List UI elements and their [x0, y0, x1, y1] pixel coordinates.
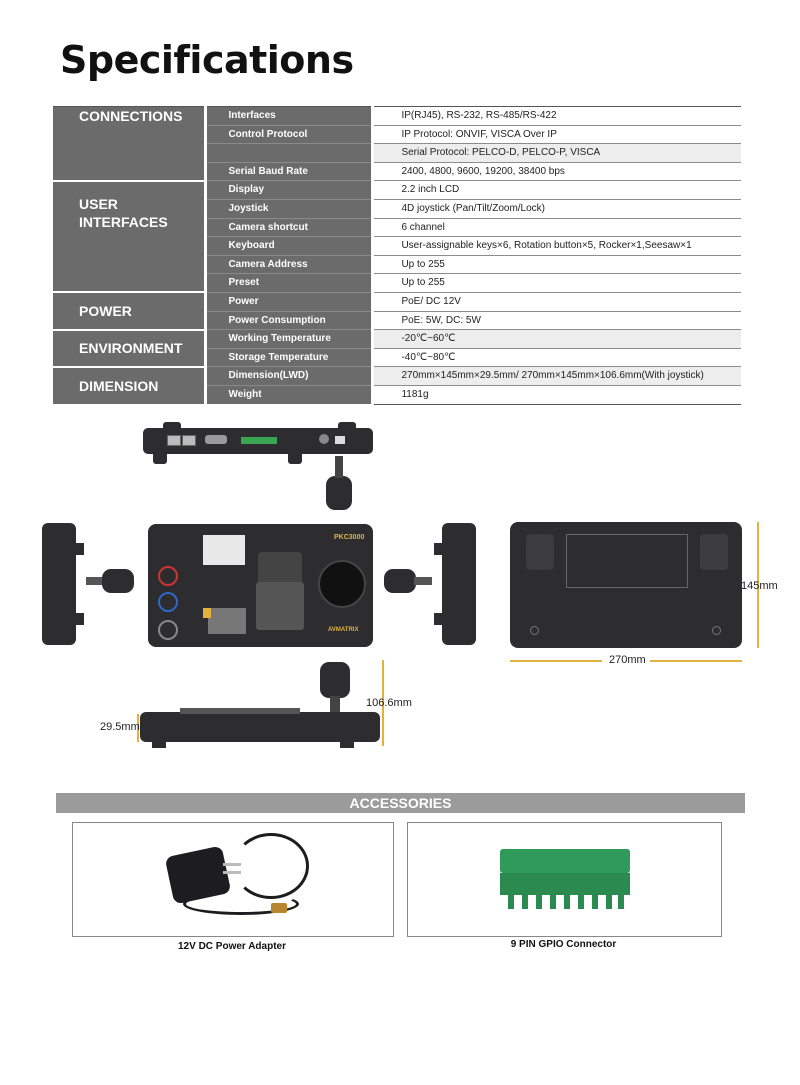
spec-label: Storage Temperature — [206, 348, 373, 367]
spec-label: Power — [206, 292, 373, 311]
spec-value: Up to 255 — [373, 274, 741, 293]
category-label: CONNECTIONS — [53, 107, 206, 181]
spec-label: Display — [206, 181, 373, 200]
category-label: POWER — [53, 292, 206, 329]
spec-value: -40℃~80℃ — [373, 348, 741, 367]
spec-label: Interfaces — [206, 107, 373, 126]
device-model-label: PKC3000 — [334, 534, 365, 541]
table-row — [53, 181, 741, 200]
accessory-caption: 9 PIN GPIO Connector — [510, 939, 617, 950]
device-front-side-view — [140, 660, 380, 755]
spec-label: Serial Baud Rate — [206, 162, 373, 181]
device-top-view — [148, 524, 373, 647]
height-dimension-label: 145mm — [741, 580, 778, 592]
spec-label: Camera Address — [206, 255, 373, 274]
spec-value: Serial Protocol: PELCO-D, PELCO-P, VISCA — [373, 144, 741, 163]
table-row — [53, 330, 741, 349]
accessory-card-gpio-connector — [407, 822, 722, 937]
spec-value: -20℃~60℃ — [373, 330, 741, 349]
table-row — [53, 292, 741, 311]
spec-value: User-assignable keys×6, Rotation button×5, Rocker×1,Seesaw×1 — [373, 237, 741, 256]
category-label: ENVIRONMENT — [53, 330, 206, 367]
accessories-heading: ACCESSORIES — [56, 793, 745, 813]
gpio-connector-image — [500, 849, 630, 909]
spec-value: 6 channel — [373, 218, 741, 237]
spec-label: Joystick — [206, 199, 373, 218]
spec-value: 2.2 inch LCD — [373, 181, 741, 200]
page-title: Specifications — [60, 38, 354, 82]
category-label — [53, 181, 206, 293]
spec-label: Camera shortcut — [206, 218, 373, 237]
spec-value: 1181g — [373, 385, 741, 404]
device-right-side-view — [384, 523, 478, 645]
device-rear-view — [143, 428, 373, 456]
spec-label: Control Protocol — [206, 125, 373, 144]
spec-value: IP(RJ45), RS-232, RS-485/RS-422 — [373, 107, 741, 126]
spec-table — [53, 106, 741, 405]
depth-dimension-label: 29.5mm — [100, 721, 140, 733]
spec-value: Up to 255 — [373, 255, 741, 274]
device-left-side-view — [40, 523, 134, 645]
accessory-caption: 12V DC Power Adapter — [178, 941, 286, 952]
category-label: DIMENSION — [53, 367, 206, 404]
spec-label — [206, 144, 373, 163]
spec-label: Dimension(LWD) — [206, 367, 373, 386]
spec-value: PoE/ DC 12V — [373, 292, 741, 311]
width-dimension-line-left — [510, 660, 602, 662]
spec-label: Working Temperature — [206, 330, 373, 349]
joystick-height-label: 106.6mm — [366, 697, 412, 709]
spec-value: 270mm×145mm×29.5mm/ 270mm×145mm×106.6mm(With joystick) — [373, 367, 741, 386]
width-dimension-line-right — [650, 660, 742, 662]
spec-label: Keyboard — [206, 237, 373, 256]
spec-label: Preset — [206, 274, 373, 293]
table-row — [53, 107, 741, 126]
spec-label: Weight — [206, 385, 373, 404]
spec-value: 2400, 4800, 9600, 19200, 38400 bps — [373, 162, 741, 181]
width-dimension-label: 270mm — [609, 654, 646, 666]
joystick-knob — [326, 476, 352, 510]
category-label-text: USER INTERFACES — [79, 195, 168, 230]
device-bottom-view — [510, 522, 742, 648]
accessory-card-power-adapter — [72, 822, 394, 937]
spec-label: Power Consumption — [206, 311, 373, 330]
brand-logo: AVMATRIX — [328, 627, 359, 633]
spec-value: IP Protocol: ONVIF, VISCA Over IP — [373, 125, 741, 144]
spec-value: PoE: 5W, DC: 5W — [373, 311, 741, 330]
table-row — [53, 367, 741, 386]
spec-value: 4D joystick (Pan/Tilt/Zoom/Lock) — [373, 199, 741, 218]
